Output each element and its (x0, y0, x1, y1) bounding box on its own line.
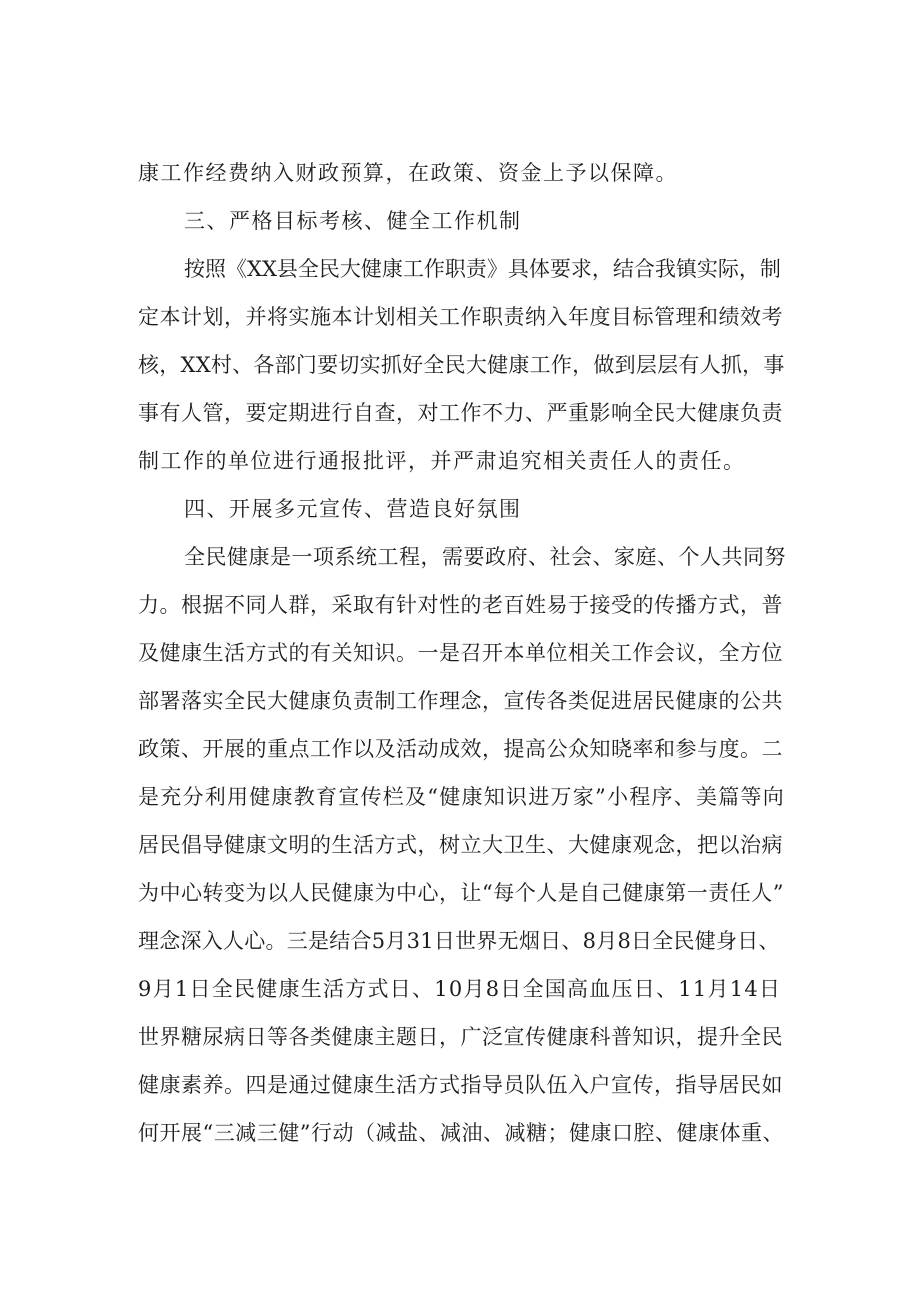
body-text-line: 按照《XX县全民大健康工作职责》具体要求，结合我镇实际，制 (184, 257, 781, 281)
body-text-line: 康工作经费纳入财政预算，在政策、资金上予以保障。 (138, 161, 678, 185)
body-text-line: 定本计划，并将实施本计划相关工作职责纳入年度目标管理和绩效考 (138, 305, 783, 329)
body-text-line: 9月1日全民健康生活方式日、10月8日全国高血压日、11月14日 (138, 977, 782, 1001)
body-text-line: 为中心转变为以人民健康为中心，让“每个人是自己健康第一责任人” (138, 881, 784, 905)
body-text-line: 世界糖尿病日等各类健康主题日，广泛宣传健康科普知识，提升全民 (138, 1025, 783, 1049)
body-text-line: 居民倡导健康文明的生活方式，树立大卫生、大健康观念，把以治病 (138, 833, 783, 857)
body-text-line: 部署落实全民大健康负责制工作理念，宣传各类促进居民健康的公共 (138, 689, 783, 713)
body-text-line: 及健康生活方式的有关知识。一是召开本单位相关工作会议，全方位 (138, 641, 783, 665)
body-text-line: 理念深入人心。三是结合5月31日世界无烟日、8月8日全民健身日、 (138, 929, 780, 953)
body-text-line: 全民健康是一项系统工程，需要政府、社会、家庭、个人共同努 (184, 545, 786, 569)
body-text-line: 何开展“三减三健”行动（减盐、减油、减糖；健康口腔、健康体重、 (138, 1121, 784, 1145)
body-text-line: 政策、开展的重点工作以及活动成效，提高公众知晓率和参与度。二 (138, 737, 783, 761)
body-text-line: 是充分利用健康教育宣传栏及“健康知识进万家”小程序、美篇等向 (138, 785, 785, 809)
section-heading-3: 三、严格目标考核、健全工作机制 (184, 209, 522, 233)
body-text-line: 核，XX村、各部门要切实抓好全民大健康工作，做到层层有人抓，事 (138, 353, 785, 377)
body-text-line: 事有人管，要定期进行自查，对工作不力、严重影响全民大健康负责 (138, 401, 783, 425)
body-text-line: 制工作的单位进行通报批评，并严肃追究相关责任人的责任。 (138, 449, 746, 473)
body-text-line: 力。根据不同人群，采取有针对性的老百姓易于接受的传播方式，普 (138, 593, 783, 617)
section-heading-4: 四、开展多元宣传、营造良好氛围 (184, 497, 522, 521)
body-text-line: 健康素养。四是通过健康生活方式指导员队伍入户宣传，指导居民如 (138, 1073, 783, 1097)
